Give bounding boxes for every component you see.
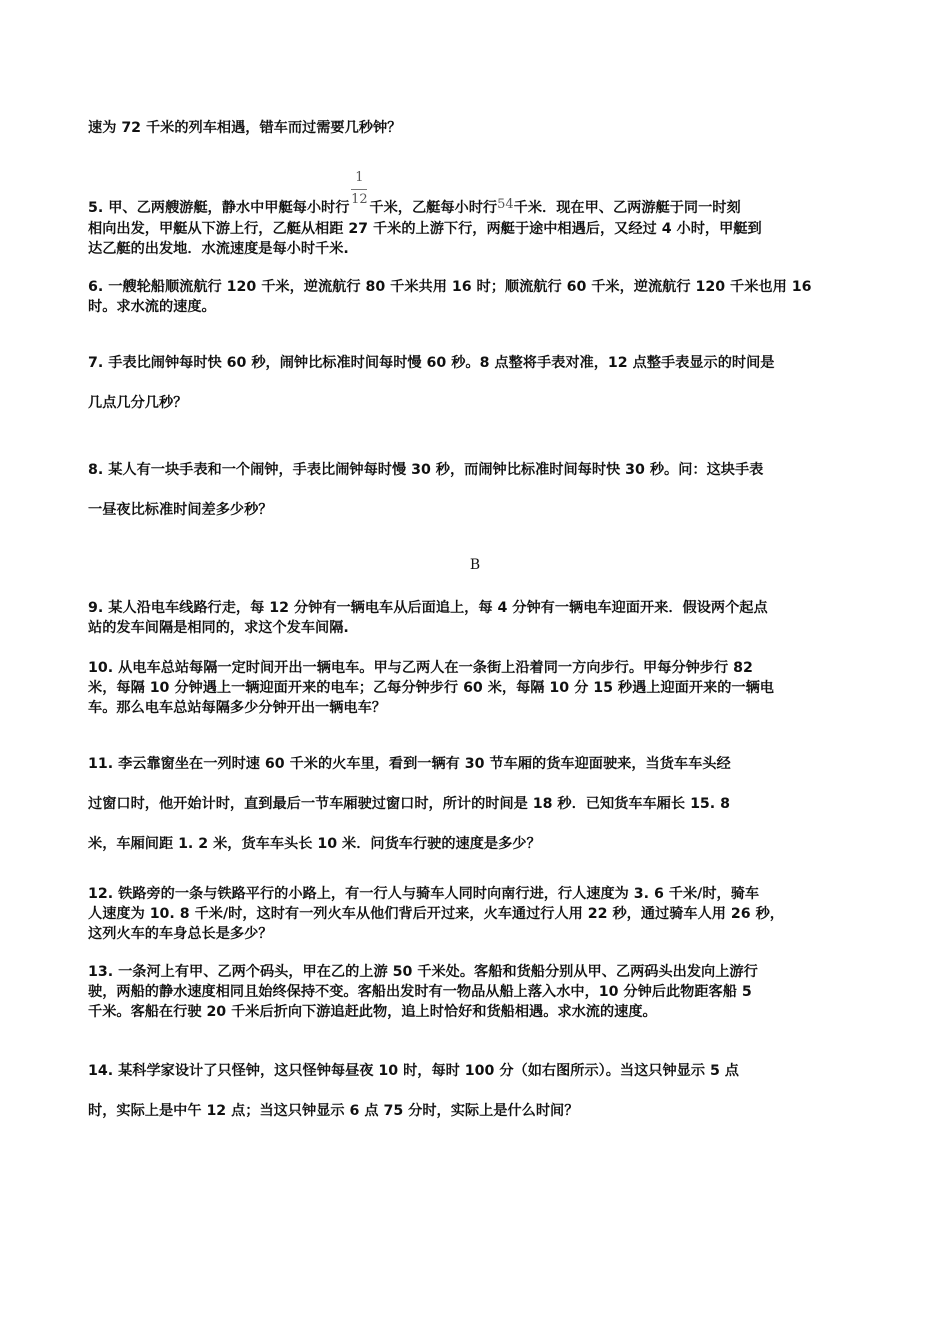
- number-54: 54: [497, 197, 514, 212]
- text-line: 驶，两船的静水速度相同且始终保持不变。客船出发时有一物品从船上落入水中，10 分钟后此物距客船 5: [88, 984, 752, 1000]
- section-heading-b: B: [469, 557, 481, 573]
- text-line: [88, 170, 878, 219]
- text-line: 10. 从电车总站每隔一定时间开出一辆电车。甲与乙两人在一条街上沿着同一方向步行。甲每分钟步行 82: [88, 660, 753, 676]
- text-line: 7. 手表比闹钟每时快 60 秒，闹钟比标准时间每时慢 60 秒。8 点整将手表对准，12 点整手表显示的时间是: [88, 355, 775, 371]
- question-6: [88, 277, 878, 317]
- question-5: [88, 170, 878, 259]
- carryover-line: [88, 118, 878, 138]
- text-line: 12. 铁路旁的一条与铁路平行的小路上，有一行人与骑车人同时向南行进，行人速度为 3. 6 千米/时，骑车: [88, 886, 760, 902]
- fraction-numerator: 1: [355, 170, 364, 185]
- text-line: 11. 李云靠窗坐在一列时速 60 千米的火车里，看到一辆有 30 节车厢的货车迎面驶来，当货车车头经: [88, 756, 731, 772]
- text-line: 米，每隔 10 分钟遇上一辆迎面开来的电车；乙每分钟步行 60 米，每隔 10 分 15 秒遇上迎面开来的一辆电: [88, 680, 774, 696]
- question-13: [88, 962, 878, 1022]
- text-line: 人速度为 10. 8 千米/时，这时有一列火车从他们背后开过来，火车通过行人用 22 秒，通过骑车人用 26 秒，: [88, 906, 784, 922]
- text-line: 9. 某人沿电车线路行走，每 12 分钟有一辆电车从后面追上，每 4 分钟有一辆电车迎面开来．假设两个起点: [88, 600, 768, 616]
- text-line: 千米。客船在行驶 20 千米后折向下游追赶此物，追上时恰好和货船相遇。求水流的速度。: [88, 1004, 657, 1020]
- text-line: 几点几分几秒？: [88, 395, 188, 411]
- question-14: [88, 1061, 878, 1121]
- question-10: [88, 658, 878, 718]
- text-line: 相向出发，甲艇从下游上行，乙艇从相距 27 千米的上游下行，两艇于途中相遇后，又经过 4 小时，甲艇到: [88, 221, 762, 237]
- text-line: 时，实际上是中午 12 点；当这只钟显示 6 点 75 分时，实际上是什么时间？: [88, 1103, 579, 1119]
- text-segment: 千米，乙艇每小时行: [369, 200, 498, 216]
- text-line: 这列火车的车身总长是多少？: [88, 926, 273, 942]
- text-line: 时。求水流的速度。: [88, 299, 216, 315]
- question-9: [88, 598, 878, 638]
- text-line: 过窗口时，他开始计时，直到最后一节车厢驶过窗口时，所计的时间是 18 秒．已知货车车厢长 15. 8: [88, 796, 731, 812]
- fraction-denominator: 12: [351, 192, 368, 207]
- question-12: [88, 884, 878, 944]
- text-line: 一昼夜比标准时间差多少秒？: [88, 502, 273, 518]
- text-line: 6. 一艘轮船顺流航行 120 千米，逆流航行 80 千米共用 16 时；顺流航行 60 千米，逆流航行 120 千米也用 16: [88, 279, 812, 295]
- fraction-1-12: [349, 170, 369, 218]
- text-line: 速为 72 千米的列车相遇，错车而过需要几秒钟？: [88, 120, 402, 136]
- fraction-bar: [351, 189, 367, 190]
- text-line: 13. 一条河上有甲、乙两个码头，甲在乙的上游 50 千米处。客船和货船分别从甲、乙两码头出发向上游行: [88, 964, 758, 980]
- text-segment: 5. 甲、乙两艘游艇，静水中甲艇每小时行: [88, 200, 350, 216]
- text-segment: 千米．现在甲、乙两游艇于同一时刻: [513, 200, 741, 216]
- text-line: 米，车厢间距 1. 2 米，货车车头长 10 米．问货车行驶的速度是多少？: [88, 836, 541, 852]
- text-line: 8. 某人有一块手表和一个闹钟，手表比闹钟每时慢 30 秒，而闹钟比标准时间每时快 30 秒。问：这块手表: [88, 462, 764, 478]
- text-line: 站的发车间隔是相同的，求这个发车间隔.: [88, 620, 349, 636]
- text-line: 达乙艇的出发地．水流速度是每小时千米.: [88, 241, 349, 257]
- text-line: 14. 某科学家设计了只怪钟，这只怪钟每昼夜 10 时，每时 100 分（如右图所示）。当这只钟显示 5 点: [88, 1063, 739, 1079]
- text-line: 车。那么电车总站每隔多少分钟开出一辆电车？: [88, 700, 386, 716]
- question-8: [88, 460, 878, 520]
- question-11: [88, 754, 878, 854]
- question-7: [88, 353, 878, 413]
